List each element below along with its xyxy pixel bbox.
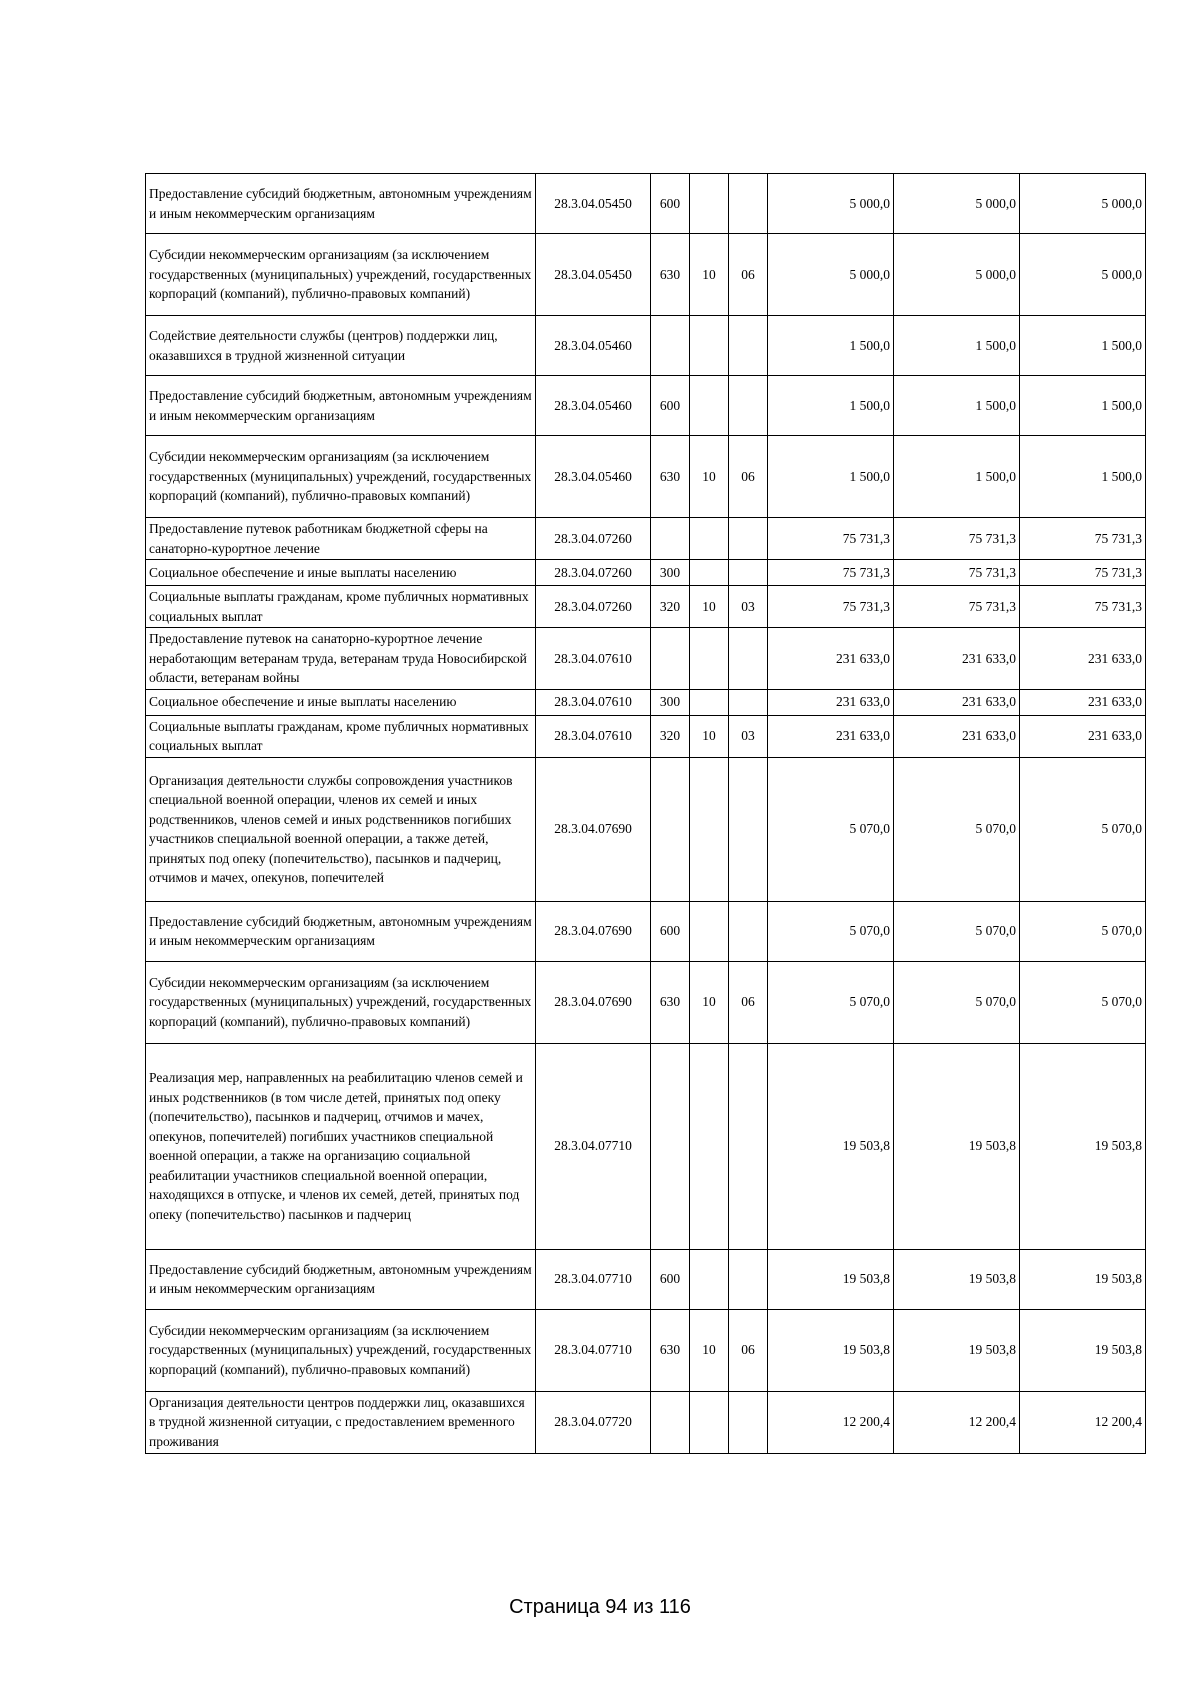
row-amount-year3-cell: 75 731,3	[1020, 518, 1146, 560]
row-amount-year2-cell: 1 500,0	[894, 376, 1020, 436]
row-pr-cell	[729, 1391, 768, 1453]
row-rz-cell	[690, 174, 729, 234]
row-amount-year2-cell: 19 503,8	[894, 1309, 1020, 1391]
row-name-cell: Реализация мер, направленных на реабилитацию членов семей и иных родственников (в том числе детей, принятых под опеку (попечительство), пасынков и падчериц, отчимов и мачех, опекунов, попечителей) погибших участников специальной военной операции, а также на организацию социальной реабилитации участников специальной военной операции, находящихся в отпуске, и членов их семей, детей, принятых под опеку (попечительство) пасынков и падчериц	[146, 1043, 536, 1249]
table-row	[146, 376, 1146, 436]
row-name-cell: Субсидии некоммерческим организациям (за исключением государственных (муниципальных) учреждений, государственных корпораций (компаний), публично-правовых компаний)	[146, 234, 536, 316]
table-row	[146, 1249, 1146, 1309]
row-code-cell: 28.3.04.05460	[536, 436, 651, 518]
row-amount-year1-cell: 5 070,0	[768, 901, 894, 961]
row-code-cell: 28.3.04.05460	[536, 316, 651, 376]
row-amount-year2-cell: 5 070,0	[894, 757, 1020, 901]
row-amount-year1-cell: 19 503,8	[768, 1043, 894, 1249]
row-amount-year1-cell: 12 200,4	[768, 1391, 894, 1453]
row-code-cell: 28.3.04.05460	[536, 376, 651, 436]
row-amount-year3-cell: 5 070,0	[1020, 901, 1146, 961]
row-amount-year3-cell: 231 633,0	[1020, 715, 1146, 757]
row-code-cell: 28.3.04.07260	[536, 518, 651, 560]
row-rz-cell	[690, 1249, 729, 1309]
row-amount-year3-cell: 19 503,8	[1020, 1043, 1146, 1249]
row-code-cell: 28.3.04.07720	[536, 1391, 651, 1453]
row-vr-cell: 630	[651, 1309, 690, 1391]
row-code-cell: 28.3.04.07690	[536, 961, 651, 1043]
table-row	[146, 586, 1146, 628]
row-amount-year1-cell: 75 731,3	[768, 518, 894, 560]
row-amount-year3-cell: 75 731,3	[1020, 586, 1146, 628]
row-name-cell: Предоставление субсидий бюджетным, автономным учреждениям и иным некоммерческим организациям	[146, 174, 536, 234]
row-name-cell: Субсидии некоммерческим организациям (за исключением государственных (муниципальных) учреждений, государственных корпораций (компаний), публично-правовых компаний)	[146, 1309, 536, 1391]
row-rz-cell	[690, 518, 729, 560]
row-rz-cell: 10	[690, 586, 729, 628]
row-vr-cell: 600	[651, 1249, 690, 1309]
row-amount-year2-cell: 19 503,8	[894, 1043, 1020, 1249]
row-amount-year2-cell: 231 633,0	[894, 715, 1020, 757]
row-rz-cell	[690, 689, 729, 715]
row-rz-cell: 10	[690, 436, 729, 518]
row-name-cell: Субсидии некоммерческим организациям (за исключением государственных (муниципальных) учреждений, государственных корпораций (компаний), публично-правовых компаний)	[146, 961, 536, 1043]
table-row	[146, 316, 1146, 376]
row-pr-cell: 03	[729, 586, 768, 628]
row-pr-cell: 06	[729, 961, 768, 1043]
row-code-cell: 28.3.04.07610	[536, 715, 651, 757]
row-code-cell: 28.3.04.07260	[536, 586, 651, 628]
row-pr-cell	[729, 757, 768, 901]
row-amount-year2-cell: 75 731,3	[894, 518, 1020, 560]
budget-table	[145, 173, 1146, 1454]
row-vr-cell	[651, 628, 690, 690]
row-vr-cell	[651, 1391, 690, 1453]
row-pr-cell	[729, 628, 768, 690]
row-name-cell: Предоставление субсидий бюджетным, автономным учреждениям и иным некоммерческим организациям	[146, 901, 536, 961]
row-vr-cell: 300	[651, 689, 690, 715]
row-pr-cell	[729, 316, 768, 376]
row-amount-year3-cell: 1 500,0	[1020, 316, 1146, 376]
row-name-cell: Предоставление субсидий бюджетным, автономным учреждениям и иным некоммерческим организациям	[146, 376, 536, 436]
row-code-cell: 28.3.04.07710	[536, 1249, 651, 1309]
row-name-cell: Организация деятельности службы сопровождения участников специальной военной операции, членов их семей и иных родственников, членов семей и иных родственников погибших участников специальной военной операции, а также детей, принятых под опеку (попечительство), пасынков и падчериц, отчимов и мачех, опекунов, попечителей	[146, 757, 536, 901]
row-amount-year3-cell: 5 070,0	[1020, 961, 1146, 1043]
row-amount-year2-cell: 1 500,0	[894, 436, 1020, 518]
row-vr-cell	[651, 518, 690, 560]
row-amount-year3-cell: 1 500,0	[1020, 436, 1146, 518]
table-row	[146, 560, 1146, 586]
row-code-cell: 28.3.04.07710	[536, 1309, 651, 1391]
row-vr-cell	[651, 757, 690, 901]
row-amount-year1-cell: 5 000,0	[768, 234, 894, 316]
row-pr-cell	[729, 174, 768, 234]
row-amount-year2-cell: 231 633,0	[894, 628, 1020, 690]
row-amount-year1-cell: 231 633,0	[768, 689, 894, 715]
row-amount-year3-cell: 19 503,8	[1020, 1249, 1146, 1309]
row-amount-year2-cell: 1 500,0	[894, 316, 1020, 376]
row-vr-cell	[651, 1043, 690, 1249]
table-row	[146, 757, 1146, 901]
row-code-cell: 28.3.04.07710	[536, 1043, 651, 1249]
row-rz-cell	[690, 1391, 729, 1453]
row-amount-year3-cell: 12 200,4	[1020, 1391, 1146, 1453]
table-row	[146, 628, 1146, 690]
row-pr-cell	[729, 560, 768, 586]
row-amount-year1-cell: 231 633,0	[768, 628, 894, 690]
row-amount-year2-cell: 19 503,8	[894, 1249, 1020, 1309]
row-code-cell: 28.3.04.07690	[536, 757, 651, 901]
row-code-cell: 28.3.04.07690	[536, 901, 651, 961]
row-name-cell: Предоставление путевок работникам бюджетной сферы на санаторно-курортное лечение	[146, 518, 536, 560]
row-amount-year3-cell: 5 000,0	[1020, 234, 1146, 316]
row-pr-cell	[729, 901, 768, 961]
row-rz-cell: 10	[690, 961, 729, 1043]
row-amount-year1-cell: 1 500,0	[768, 316, 894, 376]
row-name-cell: Социальные выплаты гражданам, кроме публичных нормативных социальных выплат	[146, 715, 536, 757]
row-amount-year2-cell: 12 200,4	[894, 1391, 1020, 1453]
row-amount-year2-cell: 5 000,0	[894, 174, 1020, 234]
table-row	[146, 174, 1146, 234]
row-rz-cell	[690, 560, 729, 586]
row-pr-cell: 06	[729, 1309, 768, 1391]
row-vr-cell: 630	[651, 961, 690, 1043]
row-name-cell: Социальное обеспечение и иные выплаты населению	[146, 689, 536, 715]
row-amount-year2-cell: 75 731,3	[894, 560, 1020, 586]
table-row	[146, 901, 1146, 961]
row-rz-cell: 10	[690, 1309, 729, 1391]
row-amount-year1-cell: 231 633,0	[768, 715, 894, 757]
row-vr-cell: 630	[651, 234, 690, 316]
table-row	[146, 518, 1146, 560]
row-name-cell: Содействие деятельности службы (центров) поддержки лиц, оказавшихся в трудной жизненной ситуации	[146, 316, 536, 376]
row-amount-year1-cell: 75 731,3	[768, 560, 894, 586]
row-name-cell: Предоставление субсидий бюджетным, автономным учреждениям и иным некоммерческим организациям	[146, 1249, 536, 1309]
row-amount-year3-cell: 5 070,0	[1020, 757, 1146, 901]
row-vr-cell: 600	[651, 376, 690, 436]
table-row	[146, 1043, 1146, 1249]
row-amount-year3-cell: 75 731,3	[1020, 560, 1146, 586]
table-row	[146, 1309, 1146, 1391]
row-amount-year2-cell: 5 070,0	[894, 961, 1020, 1043]
row-amount-year3-cell: 231 633,0	[1020, 689, 1146, 715]
row-amount-year2-cell: 75 731,3	[894, 586, 1020, 628]
row-name-cell: Субсидии некоммерческим организациям (за исключением государственных (муниципальных) учреждений, государственных корпораций (компаний), публично-правовых компаний)	[146, 436, 536, 518]
row-rz-cell	[690, 376, 729, 436]
row-vr-cell: 630	[651, 436, 690, 518]
row-vr-cell: 300	[651, 560, 690, 586]
table-body	[146, 174, 1146, 1454]
row-code-cell: 28.3.04.05450	[536, 174, 651, 234]
row-amount-year3-cell: 1 500,0	[1020, 376, 1146, 436]
row-vr-cell: 600	[651, 174, 690, 234]
row-rz-cell	[690, 1043, 729, 1249]
row-pr-cell: 03	[729, 715, 768, 757]
table-row	[146, 715, 1146, 757]
row-amount-year3-cell: 5 000,0	[1020, 174, 1146, 234]
row-pr-cell	[729, 376, 768, 436]
row-amount-year1-cell: 1 500,0	[768, 376, 894, 436]
row-pr-cell	[729, 689, 768, 715]
row-pr-cell	[729, 1249, 768, 1309]
table-row	[146, 436, 1146, 518]
row-pr-cell	[729, 518, 768, 560]
row-name-cell: Предоставление путевок на санаторно-курортное лечение неработающим ветеранам труда, ветеранам труда Новосибирской области, ветеранам войны	[146, 628, 536, 690]
table-row	[146, 689, 1146, 715]
row-rz-cell	[690, 757, 729, 901]
row-amount-year1-cell: 75 731,3	[768, 586, 894, 628]
row-amount-year1-cell: 19 503,8	[768, 1249, 894, 1309]
row-pr-cell: 06	[729, 234, 768, 316]
row-code-cell: 28.3.04.07610	[536, 689, 651, 715]
row-rz-cell: 10	[690, 234, 729, 316]
table-row	[146, 961, 1146, 1043]
row-amount-year1-cell: 1 500,0	[768, 436, 894, 518]
row-amount-year2-cell: 5 070,0	[894, 901, 1020, 961]
row-amount-year1-cell: 19 503,8	[768, 1309, 894, 1391]
row-amount-year2-cell: 5 000,0	[894, 234, 1020, 316]
row-amount-year1-cell: 5 070,0	[768, 757, 894, 901]
row-rz-cell: 10	[690, 715, 729, 757]
row-code-cell: 28.3.04.07610	[536, 628, 651, 690]
row-amount-year2-cell: 231 633,0	[894, 689, 1020, 715]
row-name-cell: Организация деятельности центров поддержки лиц, оказавшихся в трудной жизненной ситуации, с предоставлением временного проживания	[146, 1391, 536, 1453]
row-pr-cell	[729, 1043, 768, 1249]
row-rz-cell	[690, 901, 729, 961]
row-vr-cell	[651, 316, 690, 376]
table-row	[146, 234, 1146, 316]
page-number: Страница 94 из 116	[509, 1596, 691, 1618]
row-amount-year3-cell: 231 633,0	[1020, 628, 1146, 690]
row-vr-cell: 320	[651, 586, 690, 628]
table-row	[146, 1391, 1146, 1453]
row-amount-year3-cell: 19 503,8	[1020, 1309, 1146, 1391]
row-vr-cell: 600	[651, 901, 690, 961]
row-code-cell: 28.3.04.05450	[536, 234, 651, 316]
row-name-cell: Социальное обеспечение и иные выплаты населению	[146, 560, 536, 586]
row-name-cell: Социальные выплаты гражданам, кроме публичных нормативных социальных выплат	[146, 586, 536, 628]
row-amount-year1-cell: 5 070,0	[768, 961, 894, 1043]
row-amount-year1-cell: 5 000,0	[768, 174, 894, 234]
row-pr-cell: 06	[729, 436, 768, 518]
row-rz-cell	[690, 628, 729, 690]
row-rz-cell	[690, 316, 729, 376]
row-code-cell: 28.3.04.07260	[536, 560, 651, 586]
row-vr-cell: 320	[651, 715, 690, 757]
